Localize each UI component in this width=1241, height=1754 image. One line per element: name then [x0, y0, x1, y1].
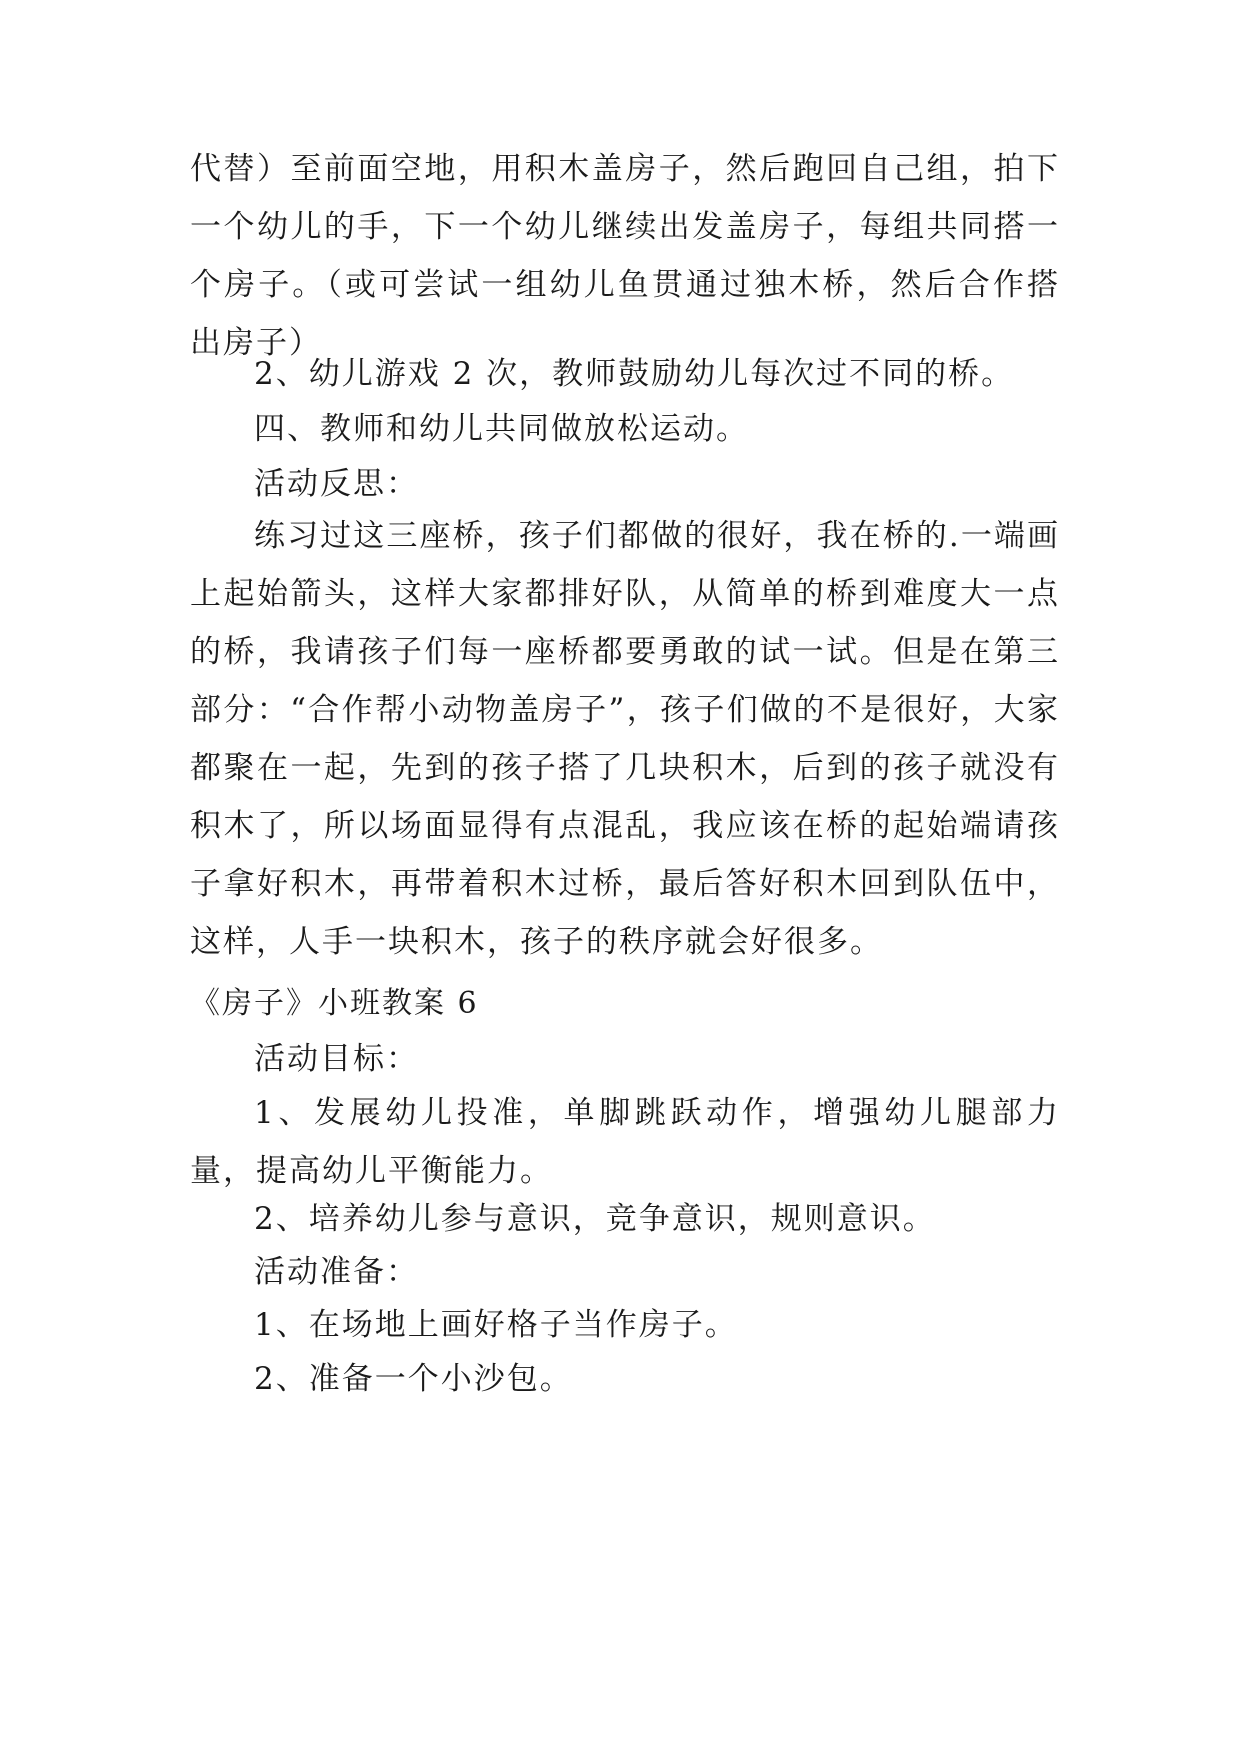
paragraph-goal-2: 2、培养幼儿参与意识，竞争意识，规则意识。 [254, 1201, 936, 1237]
label-activity-preparation: 活动准备： [254, 1254, 419, 1290]
paragraph-prep-2: 2、准备一个小沙包。 [254, 1361, 573, 1397]
paragraph-play-twice: 2、幼儿游戏 2 次，教师鼓励幼儿每次过不同的桥。 [254, 356, 1015, 392]
paragraph-goal-1: 1、发展幼儿投准，单脚跳跃动作，增强幼儿腿部力量，提高幼儿平衡能力。 [190, 1095, 1060, 1189]
label-activity-goal: 活动目标： [254, 1041, 419, 1077]
paragraph-reflection: 练习过这三座桥，孩子们都做的很好，我在桥的.一端画上起始箭头，这样大家都排好队，从简单的桥到难度大一点的桥，我请孩子们每一座桥都要勇敢的试一试。但是在第三部分：“合作帮小动物盖房子”，孩子们做的不是很好，大家都聚在一起，先到的孩子搭了几块积木，后到的孩子就没有积木了，所以场面显得有点混乱，我应该在桥的起始端请孩子拿好积木，再带着积木过桥，最后答好积木回到队伍中，这样，人手一块积木，孩子的秩序就会好很多。 [190, 518, 1060, 960]
paragraph-game-rules: 代替）至前面空地，用积木盖房子，然后跑回自己组，拍下一个幼儿的手，下一个幼儿继续出发盖房子，每组共同搭一个房子。（或可尝试一组幼儿鱼贯通过独木桥，然后合作搭出房子） [190, 151, 1060, 361]
paragraph-relax-exercise: 四、教师和幼儿共同做放松运动。 [254, 411, 749, 447]
section-title: 《房子》小班教案 6 [190, 986, 479, 1021]
paragraph-prep-1: 1、在场地上画好格子当作房子。 [254, 1307, 738, 1343]
label-activity-reflection: 活动反思： [254, 466, 419, 502]
